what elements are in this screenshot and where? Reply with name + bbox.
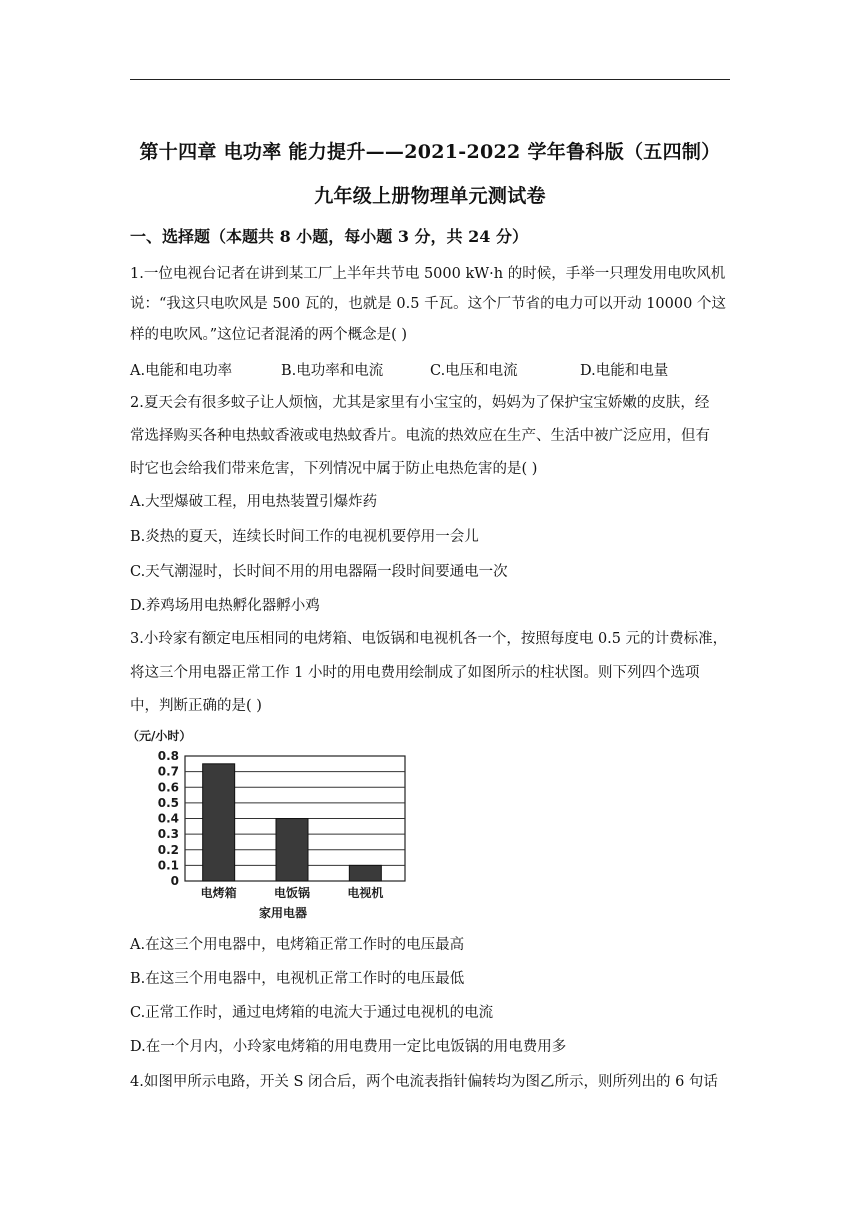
q3-stem-line-2: 将这三个用电器正常工作 1 小时的用电费用绘制成了如图所示的柱状图。则下列四个选项 [130, 665, 700, 681]
q1-stem-line-3: 样的电吹风。”这位记者混淆的两个概念是( ) [130, 327, 408, 343]
chart-y-tick-label: 0.3 [157, 827, 179, 842]
chart-y-unit-label: （元/小时） [127, 729, 192, 743]
header-rule [130, 79, 730, 80]
chart-y-tick-label: 0.6 [157, 780, 179, 795]
section-heading: 一、选择题（本题共 8 小题，每小题 3 分，共 24 分） [130, 227, 528, 246]
chart-y-tick-label: 0.5 [157, 795, 179, 810]
q2-option-a: A.大型爆破工程，用电热装置引爆炸药 [130, 494, 378, 510]
chart-y-tick-label: 0.2 [157, 842, 179, 857]
q2-stem-line-1: 2.夏天会有很多蚊子让人烦恼，尤其是家里有小宝宝的，妈妈为了保护宝宝娇嫩的皮肤，经 [130, 395, 710, 411]
chart-bar [349, 865, 381, 881]
q3-option-a: A.在这三个用电器中，电烤箱正常工作时的电压最高 [130, 937, 465, 953]
chart-y-tick-label: 0.1 [157, 858, 179, 873]
q1-option-b: B.电功率和电流 [281, 363, 384, 379]
bar-chart [125, 726, 415, 926]
chart-category-label: 电烤箱 [200, 886, 237, 900]
q3-stem-line-3: 中，判断正确的是( ) [130, 698, 262, 714]
page-title-line-1: 第十四章 电功率 能力提升——2021-2022 学年鲁科版（五四制） [139, 141, 721, 163]
q3-option-b: B.在这三个用电器中，电视机正常工作时的电压最低 [130, 971, 465, 987]
q3-option-d: D.在一个月内，小玲家电烤箱的用电费用一定比电饭锅的用电费用多 [130, 1039, 567, 1055]
chart-category-label: 电饭锅 [273, 886, 311, 900]
chart-y-tick-label: 0 [170, 874, 179, 888]
q1-stem-line-1: 1.一位电视台记者在讲到某工厂上半年共节电 5000 kW·h 的时候，手举一只理发用电吹风机 [130, 266, 726, 282]
q4-stem-line-1: 4.如图甲所示电路，开关 S 闭合后，两个电流表指针偏转均为图乙所示，则所列出的 6 句话 [130, 1074, 718, 1090]
q2-option-c: C.天气潮湿时，长时间不用的用电器隔一段时间要通电一次 [130, 564, 508, 580]
chart-bar [276, 819, 308, 882]
page-title-line-2: 九年级上册物理单元测试卷 [314, 185, 546, 207]
q2-stem-line-3: 时它也会给我们带来危害，下列情况中属于防止电热危害的是( ) [130, 461, 538, 477]
q2-option-b: B.炎热的夏天，连续长时间工作的电视机要停用一会儿 [130, 529, 479, 545]
chart-bar [203, 764, 235, 881]
chart-y-tick-label: 0.4 [157, 811, 179, 826]
q2-stem-line-2: 常选择购买各种电热蚊香液或电热蚊香片。电流的热效应在生产、生活中被广泛应用，但有 [130, 428, 710, 444]
q2-option-d: D.养鸡场用电热孵化器孵小鸡 [130, 598, 320, 614]
chart-y-tick-label: 0.8 [157, 749, 179, 763]
chart-x-axis-title: 家用电器 [258, 906, 308, 920]
chart-category-label: 电视机 [347, 886, 384, 900]
q1-stem-line-2: 说：“我这只电吹风是 500 瓦的，也就是 0.5 千瓦。这个厂节省的电力可以开动 10000 个这 [130, 296, 726, 312]
q1-option-a: A.电能和电功率 [130, 363, 233, 379]
q3-stem-line-1: 3.小玲家有额定电压相同的电烤箱、电饭锅和电视机各一个，按照每度电 0.5 元的计费标准， [130, 631, 728, 647]
chart-y-tick-label: 0.7 [157, 764, 179, 779]
q1-option-d: D.电能和电量 [580, 363, 669, 379]
q3-option-c: C.正常工作时，通过电烤箱的电流大于通过电视机的电流 [130, 1005, 494, 1021]
q1-option-c: C.电压和电流 [430, 363, 518, 379]
